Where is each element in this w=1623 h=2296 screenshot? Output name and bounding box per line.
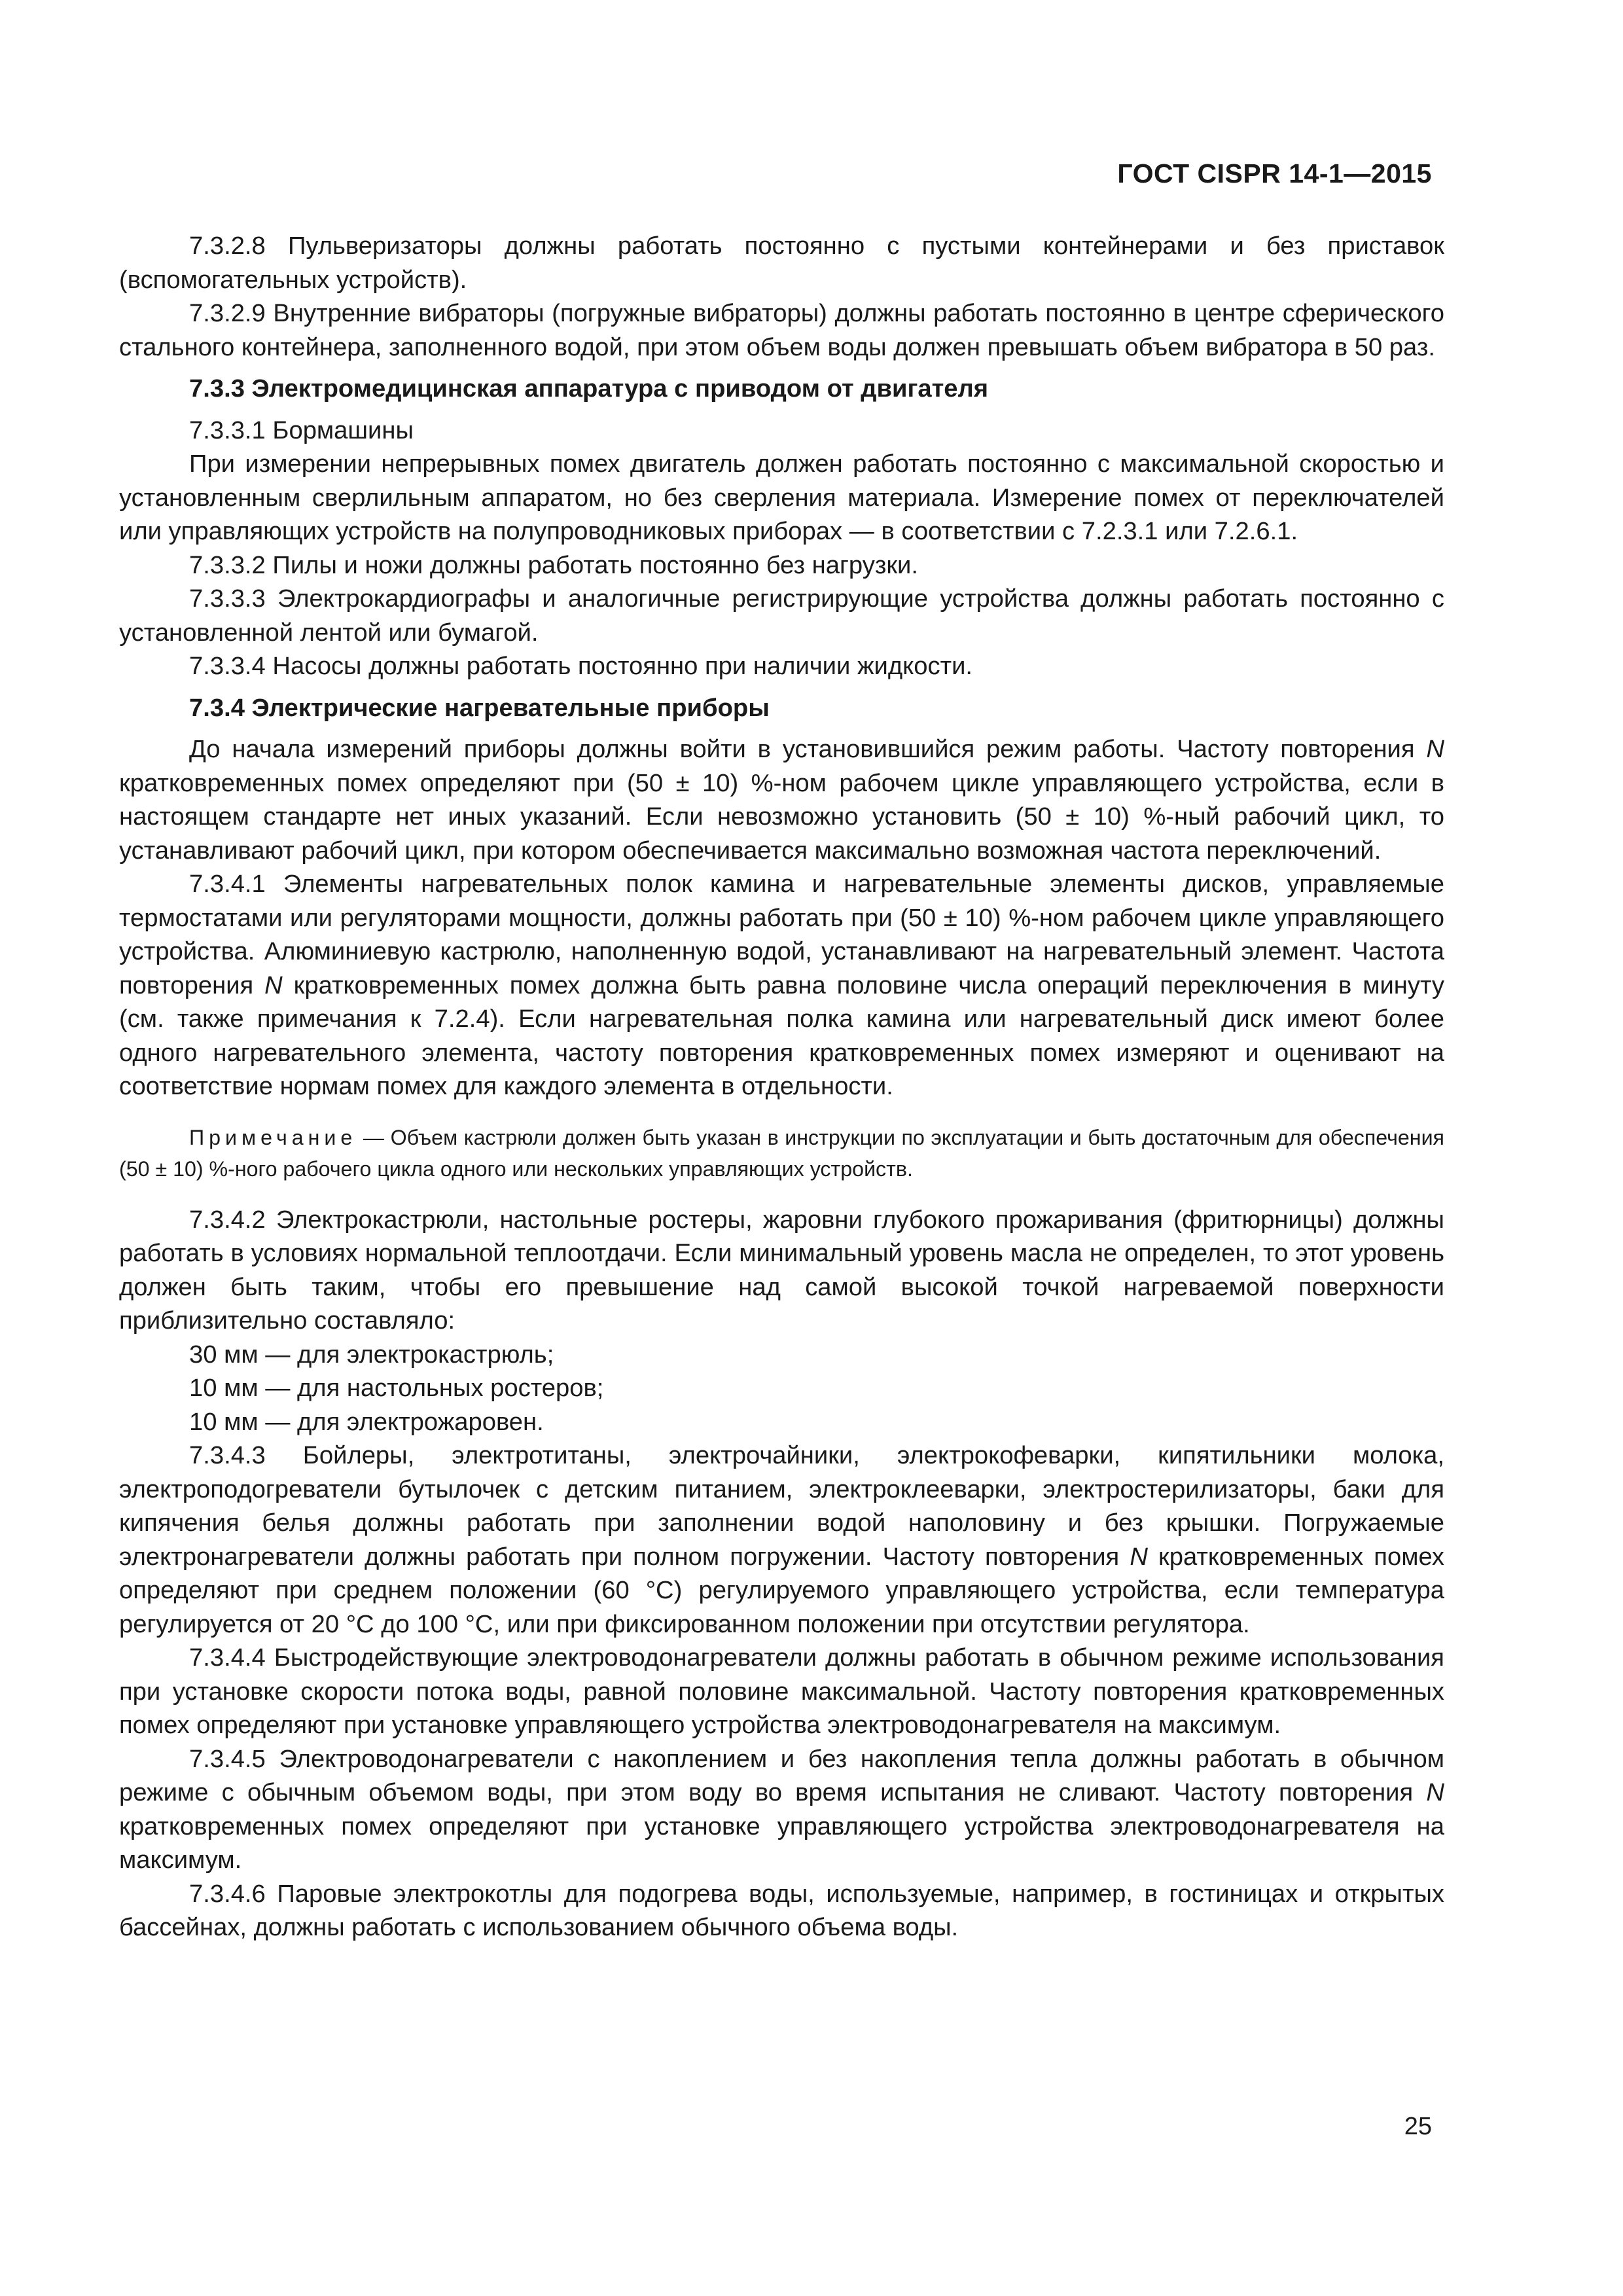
paragraph-7-3-4-2: 7.3.4.2 Электрокастрюли, настольные ростеры, жаровни глубокого прожаривания (фритюрницы) должны работать в условиях нормальной теплоотдачи. Если минимальный уровень масла не определен, то этот уровень должен быть таким, чтобы его превышение над самой высокой точкой нагреваемой поверхности приблизительно составляло: bbox=[119, 1205, 1444, 1335]
paragraph-7-3-3-4: 7.3.3.4 Насосы должны работать постоянно при наличии жидкости. bbox=[189, 652, 973, 680]
paragraph-7-3-4-intro: До начала измерений приборы должны войти в установившийся режим работы. Частоту повторения N кратковременных помех определяют при (50 ± 10) %-ном рабочем цикле управляющего устройства, если в настоящем стандарте нет иных указаний. Если невозможно установить (50 ± 10) %-ный рабочий цикл, то устанавливают рабочий цикл, при котором обеспечивается максимально возможная частота переключений. bbox=[119, 735, 1444, 865]
paragraph-7-3-3-3: 7.3.3.3 Электрокардиографы и аналогичные регистрирующие устройства должны работать постоянно с установленной лентой или бумагой. bbox=[119, 584, 1444, 647]
paragraph-7-3-3-2: 7.3.3.2 Пилы и ножи должны работать постоянно без нагрузки. bbox=[189, 550, 918, 579]
standard-id-header: ГОСТ CISPR 14-1—2015 bbox=[1117, 158, 1432, 188]
list-item-10mm-frypans: 10 мм — для электрожаровен. bbox=[189, 1407, 544, 1436]
list-item-30mm: 30 мм — для электрокастрюль; bbox=[189, 1340, 554, 1369]
paragraph-7-3-2-9: 7.3.2.9 Внутренние вибраторы (погружные вибраторы) должны работать постоянно в центре сферического стального контейнера, заполненного водой, при этом объем воды должен превышать объем вибратора в 50 раз. bbox=[119, 299, 1444, 361]
document-body bbox=[119, 229, 1444, 1945]
paragraph-7-3-4-3: 7.3.4.3 Бойлеры, электротитаны, электрочайники, электрокофеварки, кипятильники молока, электроподогреватели бутылочек с детским питанием, электроклееварки, электростерилизаторы, баки для кипячения белья должны работать при заполнении водой наполовину и без крышки. Погружаемые электронагреватели должны работать при полном погружении. Частоту повторения N кратковременных помех определяют при среднем положении (60 °C) регулируемого управляющего устройства, если температура регулируется от 20 °C до 100 °C, или при фиксированном положении при отсутствии регулятора. bbox=[119, 1441, 1444, 1638]
note-text: — Объем кастрюли должен быть указан в инструкции по эксплуатации и быть достаточным для обеспечения (50 ± 10) %-ного рабочего цикла одного или нескольких управляющих устройств. bbox=[119, 1125, 1444, 1181]
list-item-10mm-rosters: 10 мм — для настольных ростеров; bbox=[189, 1374, 604, 1402]
paragraph-7-3-4-4: 7.3.4.4 Быстродействующие электроводонагреватели должны работать в обычном режиме использования при установке скорости потока воды, равной половине максимальной. Частоту повторения кратковременных помех определяют при установке управляющего устройства электроводонагревателя на максимум. bbox=[119, 1643, 1444, 1739]
note-paragraph bbox=[119, 1122, 1444, 1185]
paragraph-7-3-3-1-title: 7.3.3.1 Бормашины bbox=[189, 416, 414, 444]
note-label: Примечание bbox=[189, 1125, 357, 1149]
paragraph-7-3-2-8: 7.3.2.8 Пульверизаторы должны работать постоянно с пустыми контейнерами и без приставок (вспомогательных устройств). bbox=[119, 232, 1444, 294]
paragraph-7-3-4-6: 7.3.4.6 Паровые электрокотлы для подогрева воды, используемые, например, в гостиницах и открытых бассейнах, должны работать с использованием обычного объема воды. bbox=[119, 1879, 1444, 1941]
paragraph-7-3-4-1: 7.3.4.1 Элементы нагревательных полок камина и нагревательные элементы дисков, управляемые термостатами или регуляторами мощности, должны работать при (50 ± 10) %-ном рабочем цикле управляющего устройства. Алюминиевую кастрюлю, наполненную водой, устанавливают на нагревательный элемент. Частота повторения N кратковременных помех должна быть равна половине числа операций переключения в минуту (см. также примечания к 7.2.4). Если нагревательная полка камина или нагревательный диск имеют более одного нагревательного элемента, частоту повторения кратковременных помех измеряют и оценивают на соответствие нормам помех для каждого элемента в отдельности. bbox=[119, 870, 1444, 1100]
paragraph-7-3-3-1-body: При измерении непрерывных помех двигатель должен работать постоянно с максимальной скоростью и установленным сверлильным аппаратом, но без сверления материала. Измерение помех от переключателей или управляющих устройств на полупроводниковых приборах — в соответствии с 7.2.3.1 или 7.2.6.1. bbox=[119, 450, 1444, 545]
paragraph-7-3-4-5: 7.3.4.5 Электроводонагреватели с накоплением и без накопления тепла должны работать в обычном режиме с обычным объемом воды, при этом воду во время испытания не сливают. Частоту повторения N кратковременных помех определяют при установке управляющего устройства электроводонагревателя на максимум. bbox=[119, 1744, 1444, 1874]
page-number: 25 bbox=[1404, 2113, 1432, 2140]
section-heading-7-3-4: 7.3.4 Электрические нагревательные приборы bbox=[189, 693, 770, 722]
section-heading-7-3-3: 7.3.3 Электромедицинская аппаратура с приводом от двигателя bbox=[189, 374, 989, 403]
